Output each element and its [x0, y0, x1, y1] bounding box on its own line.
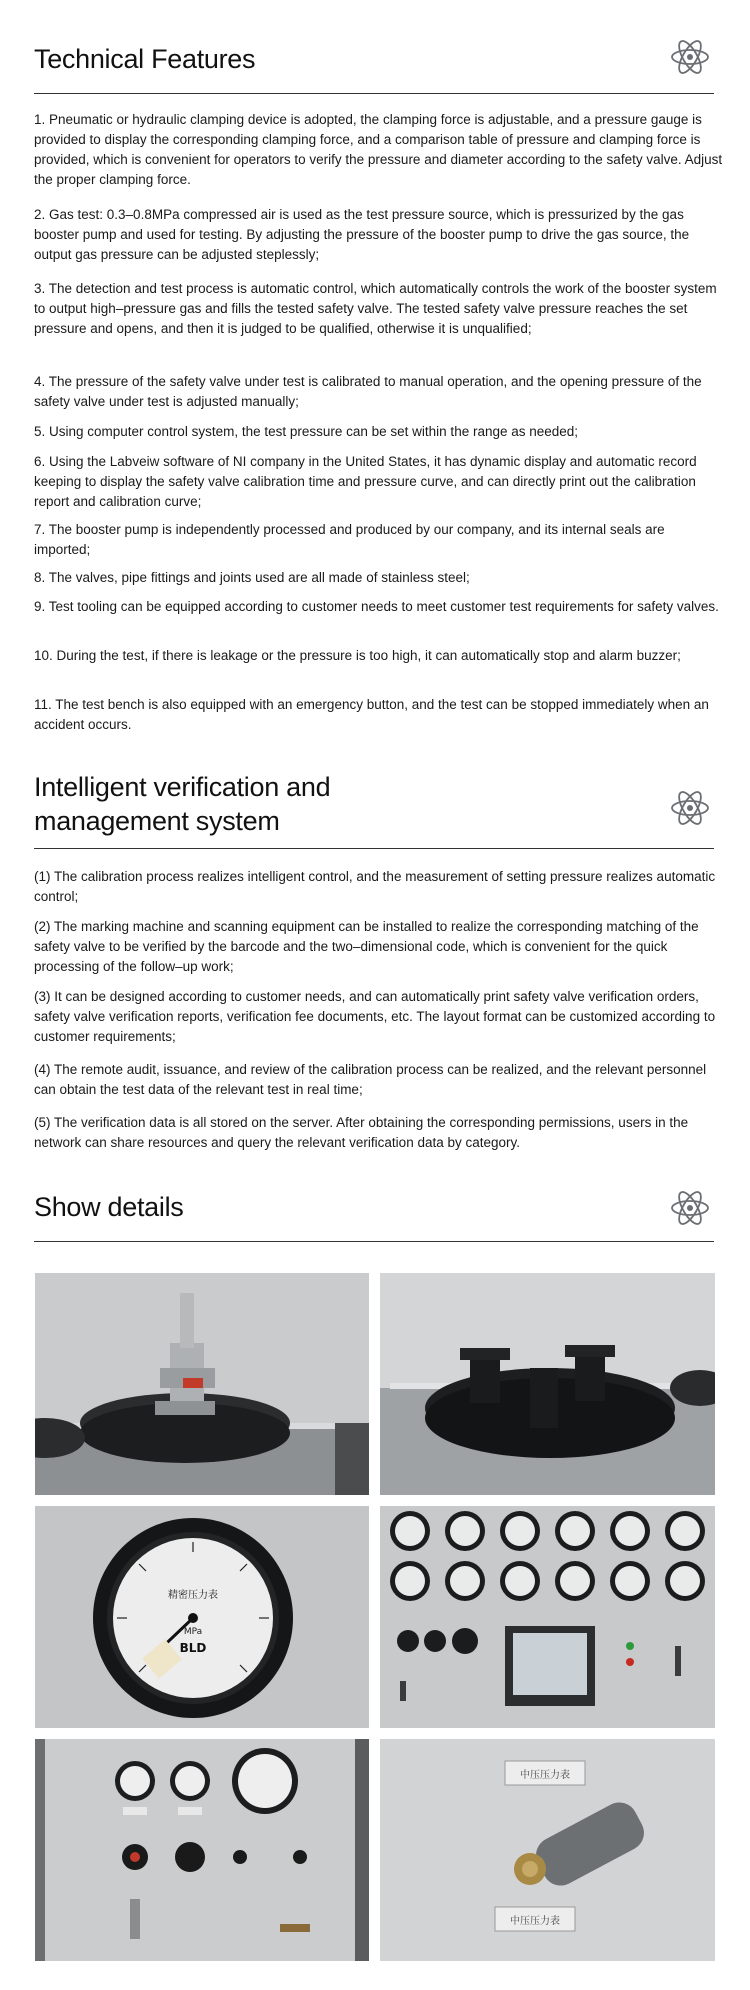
- system-item: (5) The verification data is all stored on the server. After obtaining the corresponding permissions, users in the network can share resources and query the relevant verification data by category.: [34, 1115, 689, 1150]
- technical-features-header: [34, 42, 714, 76]
- intelligent-system-header: [34, 770, 714, 838]
- feature-item: 9. Test tooling can be equipped according to customer needs to meet customer test requirements for safety valves.: [34, 599, 719, 614]
- feature-item: 11. The test bench is also equipped with an emergency button, and the test can be stopped immediately when an accident occurs.: [34, 697, 709, 732]
- tag-top-label: 中压压力表: [520, 1770, 570, 1781]
- show-details-header: [34, 1190, 714, 1224]
- section-divider: [34, 1241, 714, 1242]
- feature-item: 2. Gas test: 0.3–0.8MPa compressed air is used as the test pressure source, which is pressurized by the gas booster pump and used for testing. By adjusting the pressure of the booster pump to drive the gas source, the output gas pressure can be adjusted steplessly;: [34, 207, 690, 262]
- section-title: Show details: [34, 1192, 184, 1222]
- system-item: (4) The remote audit, issuance, and review of the calibration process can be realized, and the relevant personnel can obtain the test data of the relevant test in real time;: [34, 1062, 707, 1097]
- feature-item: 10. During the test, if there is leakage or the pressure is too high, it can automatically stop and alarm buzzer;: [34, 648, 681, 663]
- section-title-line2: management system: [34, 806, 280, 836]
- photo-valve-on-chuck: [35, 1273, 369, 1495]
- feature-item: 4. The pressure of the safety valve under test is calibrated to manual operation, and the opening pressure of the safety valve under test is adjusted manually;: [34, 374, 702, 409]
- photo-control-panel: [380, 1506, 715, 1728]
- atom-icon: [668, 786, 712, 830]
- photo-valve-panel: [35, 1739, 369, 1961]
- system-item: (1) The calibration process realizes intelligent control, and the measurement of setting pressure realizes automatic control;: [34, 869, 716, 904]
- section-title: Technical Features: [34, 44, 256, 74]
- gauge-brand: BLD: [179, 1641, 207, 1655]
- section-title-line1: Intelligent verification and: [34, 772, 331, 802]
- feature-item: 6. Using the Labveiw software of NI company in the United States, it has dynamic display and automatic record keeping to display the safety valve calibration time and pressure curve, and can directly print out the calibration report and calibration curve;: [34, 454, 697, 509]
- feature-item: 3. The detection and test process is automatic control, which automatically controls the work of the booster system to output high–pressure gas and fills the tested safety valve. The tested safety valve pressure reaches the set pressure and opens, and then it is judged to be qualified, otherwise it is unqualified;: [34, 281, 717, 336]
- gauge-label: 精密压力表: [168, 1590, 218, 1601]
- feature-item: 8. The valves, pipe fittings and joints used are all made of stainless steel;: [34, 570, 470, 585]
- atom-icon: [668, 35, 712, 79]
- feature-item: 1. Pneumatic or hydraulic clamping device is adopted, the clamping force is adjustable, and a pressure gauge is provided to display the corresponding clamping force, and a comparison table of pressure and clamping force is provided, which is convenient for operators to verify the pressure and diameter according to the safety valve. Adjust the proper clamping force.: [34, 112, 723, 187]
- section-divider: [34, 848, 714, 849]
- feature-item: 7. The booster pump is independently processed and produced by our company, and its internal seals are imported;: [34, 522, 665, 557]
- system-item: (2) The marking machine and scanning equipment can be installed to realize the corresponding matching of the safety valve to be verified by the barcode and the two–dimensional code, which is convenient for the quick processing of the follow–up work;: [34, 919, 699, 974]
- photo-chuck-jaws: [380, 1273, 715, 1495]
- system-item: (3) It can be designed according to customer needs, and can automatically print safety valve verification orders, safety valve verification reports, verification fee documents, etc. The layout format can be customized according to customer requirements;: [34, 989, 716, 1044]
- photo-pressure-gauge: [35, 1506, 369, 1728]
- section-divider: [34, 93, 714, 94]
- photo-fitting-tag: [380, 1739, 715, 1961]
- feature-item: 5. Using computer control system, the test pressure can be set within the range as needed;: [34, 424, 579, 439]
- atom-icon: [668, 1186, 712, 1230]
- gauge-unit: MPa: [183, 1627, 203, 1637]
- tag-bottom-label: 中压压力表: [510, 1916, 560, 1927]
